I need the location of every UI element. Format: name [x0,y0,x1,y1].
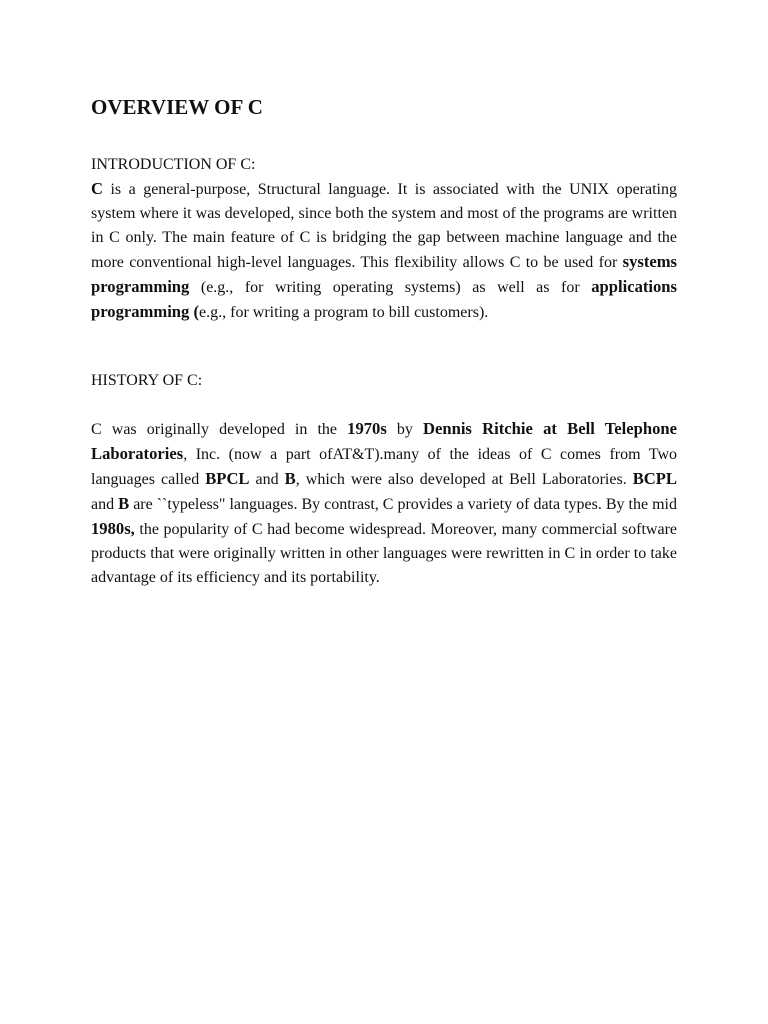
text-run: and [249,471,285,488]
bold-text-run: C [91,179,103,198]
text-run: (e.g., for writing operating systems) as well as for [189,279,592,296]
bold-text-run: BCPL [632,469,677,488]
bold-text-run: Dennis Ritchie at Bell Telephone Laboratories [91,419,677,463]
text-run: , which were also developed at Bell Laboratories. [295,471,633,488]
text-run: and [91,496,119,513]
bold-text-run: B [284,469,296,488]
history-heading: HISTORY OF C: [91,372,203,389]
history-paragraph [91,417,677,590]
text-run: the popularity of C had become widespread. Moreover, many commercial software products that were originally written in other languages were rewritten in C in order to take advantage of its efficiency and its portability. [91,521,677,586]
text-run: are ``typeless" languages. By contrast, C provides a variety of data types. By the mid [129,496,677,513]
bold-text-run: applications programming ( [91,277,677,321]
bold-text-run: 1980s, [91,519,135,538]
bold-text-run: systems programming [91,252,677,296]
text-run: , Inc. (now a part ofAT&T).many of the ideas of C comes from Two languages called [91,446,677,488]
introduction-heading: INTRODUCTION OF C: [91,156,256,173]
text-run: by [386,421,424,438]
bold-text-run: BPCL [205,469,250,488]
text-run: C was originally developed in the [91,421,348,438]
introduction-paragraph [91,177,677,325]
text-run: is a general-purpose, Structural language. It is associated with the UNIX operating system where it was developed, since both the system and most of the programs are written in C only. The main feature of C is bridging the gap between machine language and the more conventional high-level languages. This flexibility allows C to be used for [91,181,677,271]
text-run: e.g., for writing a program to bill customers). [199,304,489,321]
page-title: OVERVIEW OF C [91,95,263,119]
bold-text-run: 1970s [347,419,387,438]
bold-text-run: B [118,494,130,513]
